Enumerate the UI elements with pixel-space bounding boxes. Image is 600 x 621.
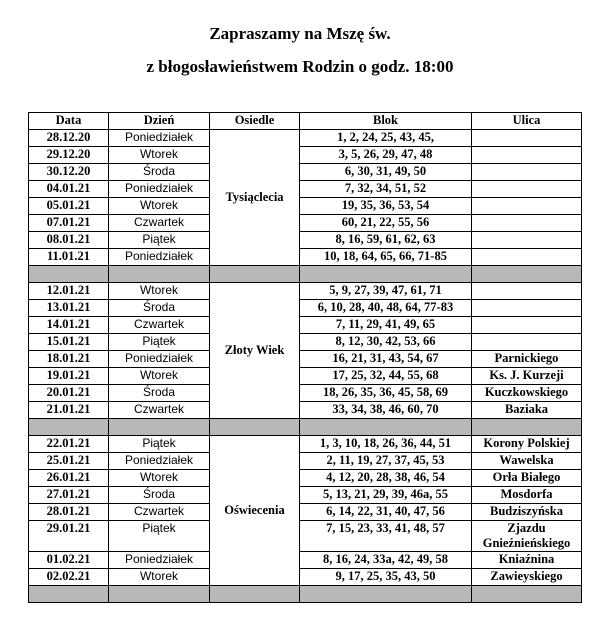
block-cell: 6, 10, 28, 40, 48, 64, 77-83 bbox=[300, 300, 472, 317]
block-cell: 3, 5, 26, 29, 47, 48 bbox=[300, 147, 472, 164]
day-cell: Wtorek bbox=[109, 368, 210, 385]
date-cell: 21.01.21 bbox=[29, 402, 109, 419]
date-cell: 02.02.21 bbox=[29, 569, 109, 586]
header-block: Blok bbox=[300, 113, 472, 130]
block-cell: 17, 25, 32, 44, 55, 68 bbox=[300, 368, 472, 385]
date-cell: 29.01.21 bbox=[29, 521, 109, 552]
table-row bbox=[29, 569, 582, 586]
date-cell: 08.01.21 bbox=[29, 232, 109, 249]
street-cell bbox=[472, 334, 582, 351]
date-cell: 14.01.21 bbox=[29, 317, 109, 334]
table-row bbox=[29, 334, 582, 351]
street-cell bbox=[472, 283, 582, 300]
schedule-body bbox=[29, 130, 582, 603]
block-cell: 16, 21, 31, 43, 54, 67 bbox=[300, 351, 472, 368]
date-cell: 04.01.21 bbox=[29, 181, 109, 198]
block-cell: 5, 9, 27, 39, 47, 61, 71 bbox=[300, 283, 472, 300]
day-cell: Wtorek bbox=[109, 470, 210, 487]
estate-cell: Złoty Wiek bbox=[210, 283, 300, 419]
separator-cell bbox=[109, 586, 210, 603]
separator-cell bbox=[300, 586, 472, 603]
day-cell: Piątek bbox=[109, 436, 210, 453]
day-cell: Piątek bbox=[109, 521, 210, 552]
block-cell: 7, 11, 29, 41, 49, 65 bbox=[300, 317, 472, 334]
block-cell: 6, 30, 31, 49, 50 bbox=[300, 164, 472, 181]
date-cell: 18.01.21 bbox=[29, 351, 109, 368]
table-row bbox=[29, 436, 582, 453]
block-cell: 7, 32, 34, 51, 52 bbox=[300, 181, 472, 198]
separator-cell bbox=[210, 419, 300, 436]
date-cell: 01.02.21 bbox=[29, 552, 109, 569]
header-date: Data bbox=[29, 113, 109, 130]
separator-row bbox=[29, 419, 582, 436]
table-row bbox=[29, 402, 582, 419]
separator-cell bbox=[210, 586, 300, 603]
street-cell bbox=[472, 198, 582, 215]
day-cell: Piątek bbox=[109, 232, 210, 249]
street-cell bbox=[472, 300, 582, 317]
date-cell: 27.01.21 bbox=[29, 487, 109, 504]
date-cell: 15.01.21 bbox=[29, 334, 109, 351]
street-cell: Ks. J. Kurzeji bbox=[472, 368, 582, 385]
day-cell: Poniedziałek bbox=[109, 249, 210, 266]
block-cell: 10, 18, 64, 65, 66, 71-85 bbox=[300, 249, 472, 266]
date-cell: 11.01.21 bbox=[29, 249, 109, 266]
date-cell: 12.01.21 bbox=[29, 283, 109, 300]
header-estate: Osiedle bbox=[210, 113, 300, 130]
table-row bbox=[29, 130, 582, 147]
date-cell: 28.01.21 bbox=[29, 504, 109, 521]
table-row bbox=[29, 351, 582, 368]
table-row bbox=[29, 283, 582, 300]
day-cell: Czwartek bbox=[109, 402, 210, 419]
separator-cell bbox=[29, 419, 109, 436]
date-cell: 19.01.21 bbox=[29, 368, 109, 385]
table-row bbox=[29, 249, 582, 266]
table-row bbox=[29, 147, 582, 164]
block-cell: 8, 16, 24, 33a, 42, 49, 58 bbox=[300, 552, 472, 569]
block-cell: 8, 16, 59, 61, 62, 63 bbox=[300, 232, 472, 249]
street-cell bbox=[472, 215, 582, 232]
street-cell: Budziszyńska bbox=[472, 504, 582, 521]
date-cell: 20.01.21 bbox=[29, 385, 109, 402]
block-cell: 1, 3, 10, 18, 26, 36, 44, 51 bbox=[300, 436, 472, 453]
block-cell: 1, 2, 24, 25, 43, 45, bbox=[300, 130, 472, 147]
table-row bbox=[29, 232, 582, 249]
day-cell: Środa bbox=[109, 385, 210, 402]
table-row bbox=[29, 164, 582, 181]
street-cell bbox=[472, 232, 582, 249]
block-cell: 5, 13, 21, 29, 39, 46a, 55 bbox=[300, 487, 472, 504]
day-cell: Czwartek bbox=[109, 317, 210, 334]
table-row bbox=[29, 300, 582, 317]
street-cell: Zawieyskiego bbox=[472, 569, 582, 586]
street-cell: Kuczkowskiego bbox=[472, 385, 582, 402]
date-cell: 26.01.21 bbox=[29, 470, 109, 487]
date-cell: 25.01.21 bbox=[29, 453, 109, 470]
header-day: Dzień bbox=[109, 113, 210, 130]
block-cell: 6, 14, 22, 31, 40, 47, 56 bbox=[300, 504, 472, 521]
street-cell bbox=[472, 249, 582, 266]
separator-cell bbox=[109, 419, 210, 436]
day-cell: Poniedziałek bbox=[109, 130, 210, 147]
street-cell: Zjazdu Gnieźnieńskiego bbox=[472, 521, 582, 552]
street-cell bbox=[472, 130, 582, 147]
date-cell: 30.12.20 bbox=[29, 164, 109, 181]
block-cell: 8, 12, 30, 42, 53, 66 bbox=[300, 334, 472, 351]
table-row bbox=[29, 552, 582, 569]
block-cell: 9, 17, 25, 35, 43, 50 bbox=[300, 569, 472, 586]
table-row bbox=[29, 317, 582, 334]
estate-cell: Oświecenia bbox=[210, 436, 300, 586]
date-cell: 22.01.21 bbox=[29, 436, 109, 453]
table-row bbox=[29, 487, 582, 504]
street-cell: Korony Polskiej bbox=[472, 436, 582, 453]
separator-cell bbox=[109, 266, 210, 283]
table-row bbox=[29, 453, 582, 470]
day-cell: Poniedziałek bbox=[109, 453, 210, 470]
separator-row bbox=[29, 586, 582, 603]
street-cell: Wawelska bbox=[472, 453, 582, 470]
table-row bbox=[29, 215, 582, 232]
street-cell: Parnickiego bbox=[472, 351, 582, 368]
date-cell: 05.01.21 bbox=[29, 198, 109, 215]
separator-cell bbox=[29, 266, 109, 283]
title-line-2: z błogosławieństwem Rodzin o godz. 18:00 bbox=[146, 57, 454, 76]
header-street: Ulica bbox=[472, 113, 582, 130]
block-cell: 60, 21, 22, 55, 56 bbox=[300, 215, 472, 232]
block-cell: 19, 35, 36, 53, 54 bbox=[300, 198, 472, 215]
day-cell: Czwartek bbox=[109, 504, 210, 521]
block-cell: 7, 15, 23, 33, 41, 48, 57 bbox=[300, 521, 472, 552]
block-cell: 33, 34, 38, 46, 60, 70 bbox=[300, 402, 472, 419]
separator-cell bbox=[472, 419, 582, 436]
day-cell: Wtorek bbox=[109, 147, 210, 164]
day-cell: Środa bbox=[109, 164, 210, 181]
day-cell: Piątek bbox=[109, 334, 210, 351]
block-cell: 18, 26, 35, 36, 45, 58, 69 bbox=[300, 385, 472, 402]
street-cell: Kniaźnina bbox=[472, 552, 582, 569]
day-cell: Wtorek bbox=[109, 198, 210, 215]
day-cell: Poniedziałek bbox=[109, 552, 210, 569]
date-cell: 28.12.20 bbox=[29, 130, 109, 147]
day-cell: Poniedziałek bbox=[109, 181, 210, 198]
table-row bbox=[29, 504, 582, 521]
date-cell: 13.01.21 bbox=[29, 300, 109, 317]
separator-cell bbox=[472, 586, 582, 603]
block-cell: 4, 12, 20, 28, 38, 46, 54 bbox=[300, 470, 472, 487]
separator-cell bbox=[472, 266, 582, 283]
title-line-1: Zapraszamy na Mszę św. bbox=[209, 24, 391, 43]
street-cell bbox=[472, 317, 582, 334]
street-cell: Mosdorfa bbox=[472, 487, 582, 504]
table-row bbox=[29, 521, 582, 552]
separator-cell bbox=[29, 586, 109, 603]
header-row bbox=[29, 113, 582, 130]
street-cell bbox=[472, 181, 582, 198]
day-cell: Poniedziałek bbox=[109, 351, 210, 368]
table-row bbox=[29, 368, 582, 385]
day-cell: Wtorek bbox=[109, 569, 210, 586]
day-cell: Środa bbox=[109, 487, 210, 504]
block-cell: 2, 11, 19, 27, 37, 45, 53 bbox=[300, 453, 472, 470]
estate-cell: Tysiąclecia bbox=[210, 130, 300, 266]
table-row bbox=[29, 385, 582, 402]
day-cell: Środa bbox=[109, 300, 210, 317]
separator-cell bbox=[210, 266, 300, 283]
date-cell: 29.12.20 bbox=[29, 147, 109, 164]
separator-cell bbox=[300, 419, 472, 436]
separator-cell bbox=[300, 266, 472, 283]
day-cell: Czwartek bbox=[109, 215, 210, 232]
day-cell: Wtorek bbox=[109, 283, 210, 300]
date-cell: 07.01.21 bbox=[29, 215, 109, 232]
separator-row bbox=[29, 266, 582, 283]
table-row bbox=[29, 198, 582, 215]
street-cell: Baziaka bbox=[472, 402, 582, 419]
street-cell bbox=[472, 147, 582, 164]
street-cell: Orła Białego bbox=[472, 470, 582, 487]
street-cell bbox=[472, 164, 582, 181]
table-row bbox=[29, 181, 582, 198]
schedule-table bbox=[28, 112, 582, 603]
table-row bbox=[29, 470, 582, 487]
